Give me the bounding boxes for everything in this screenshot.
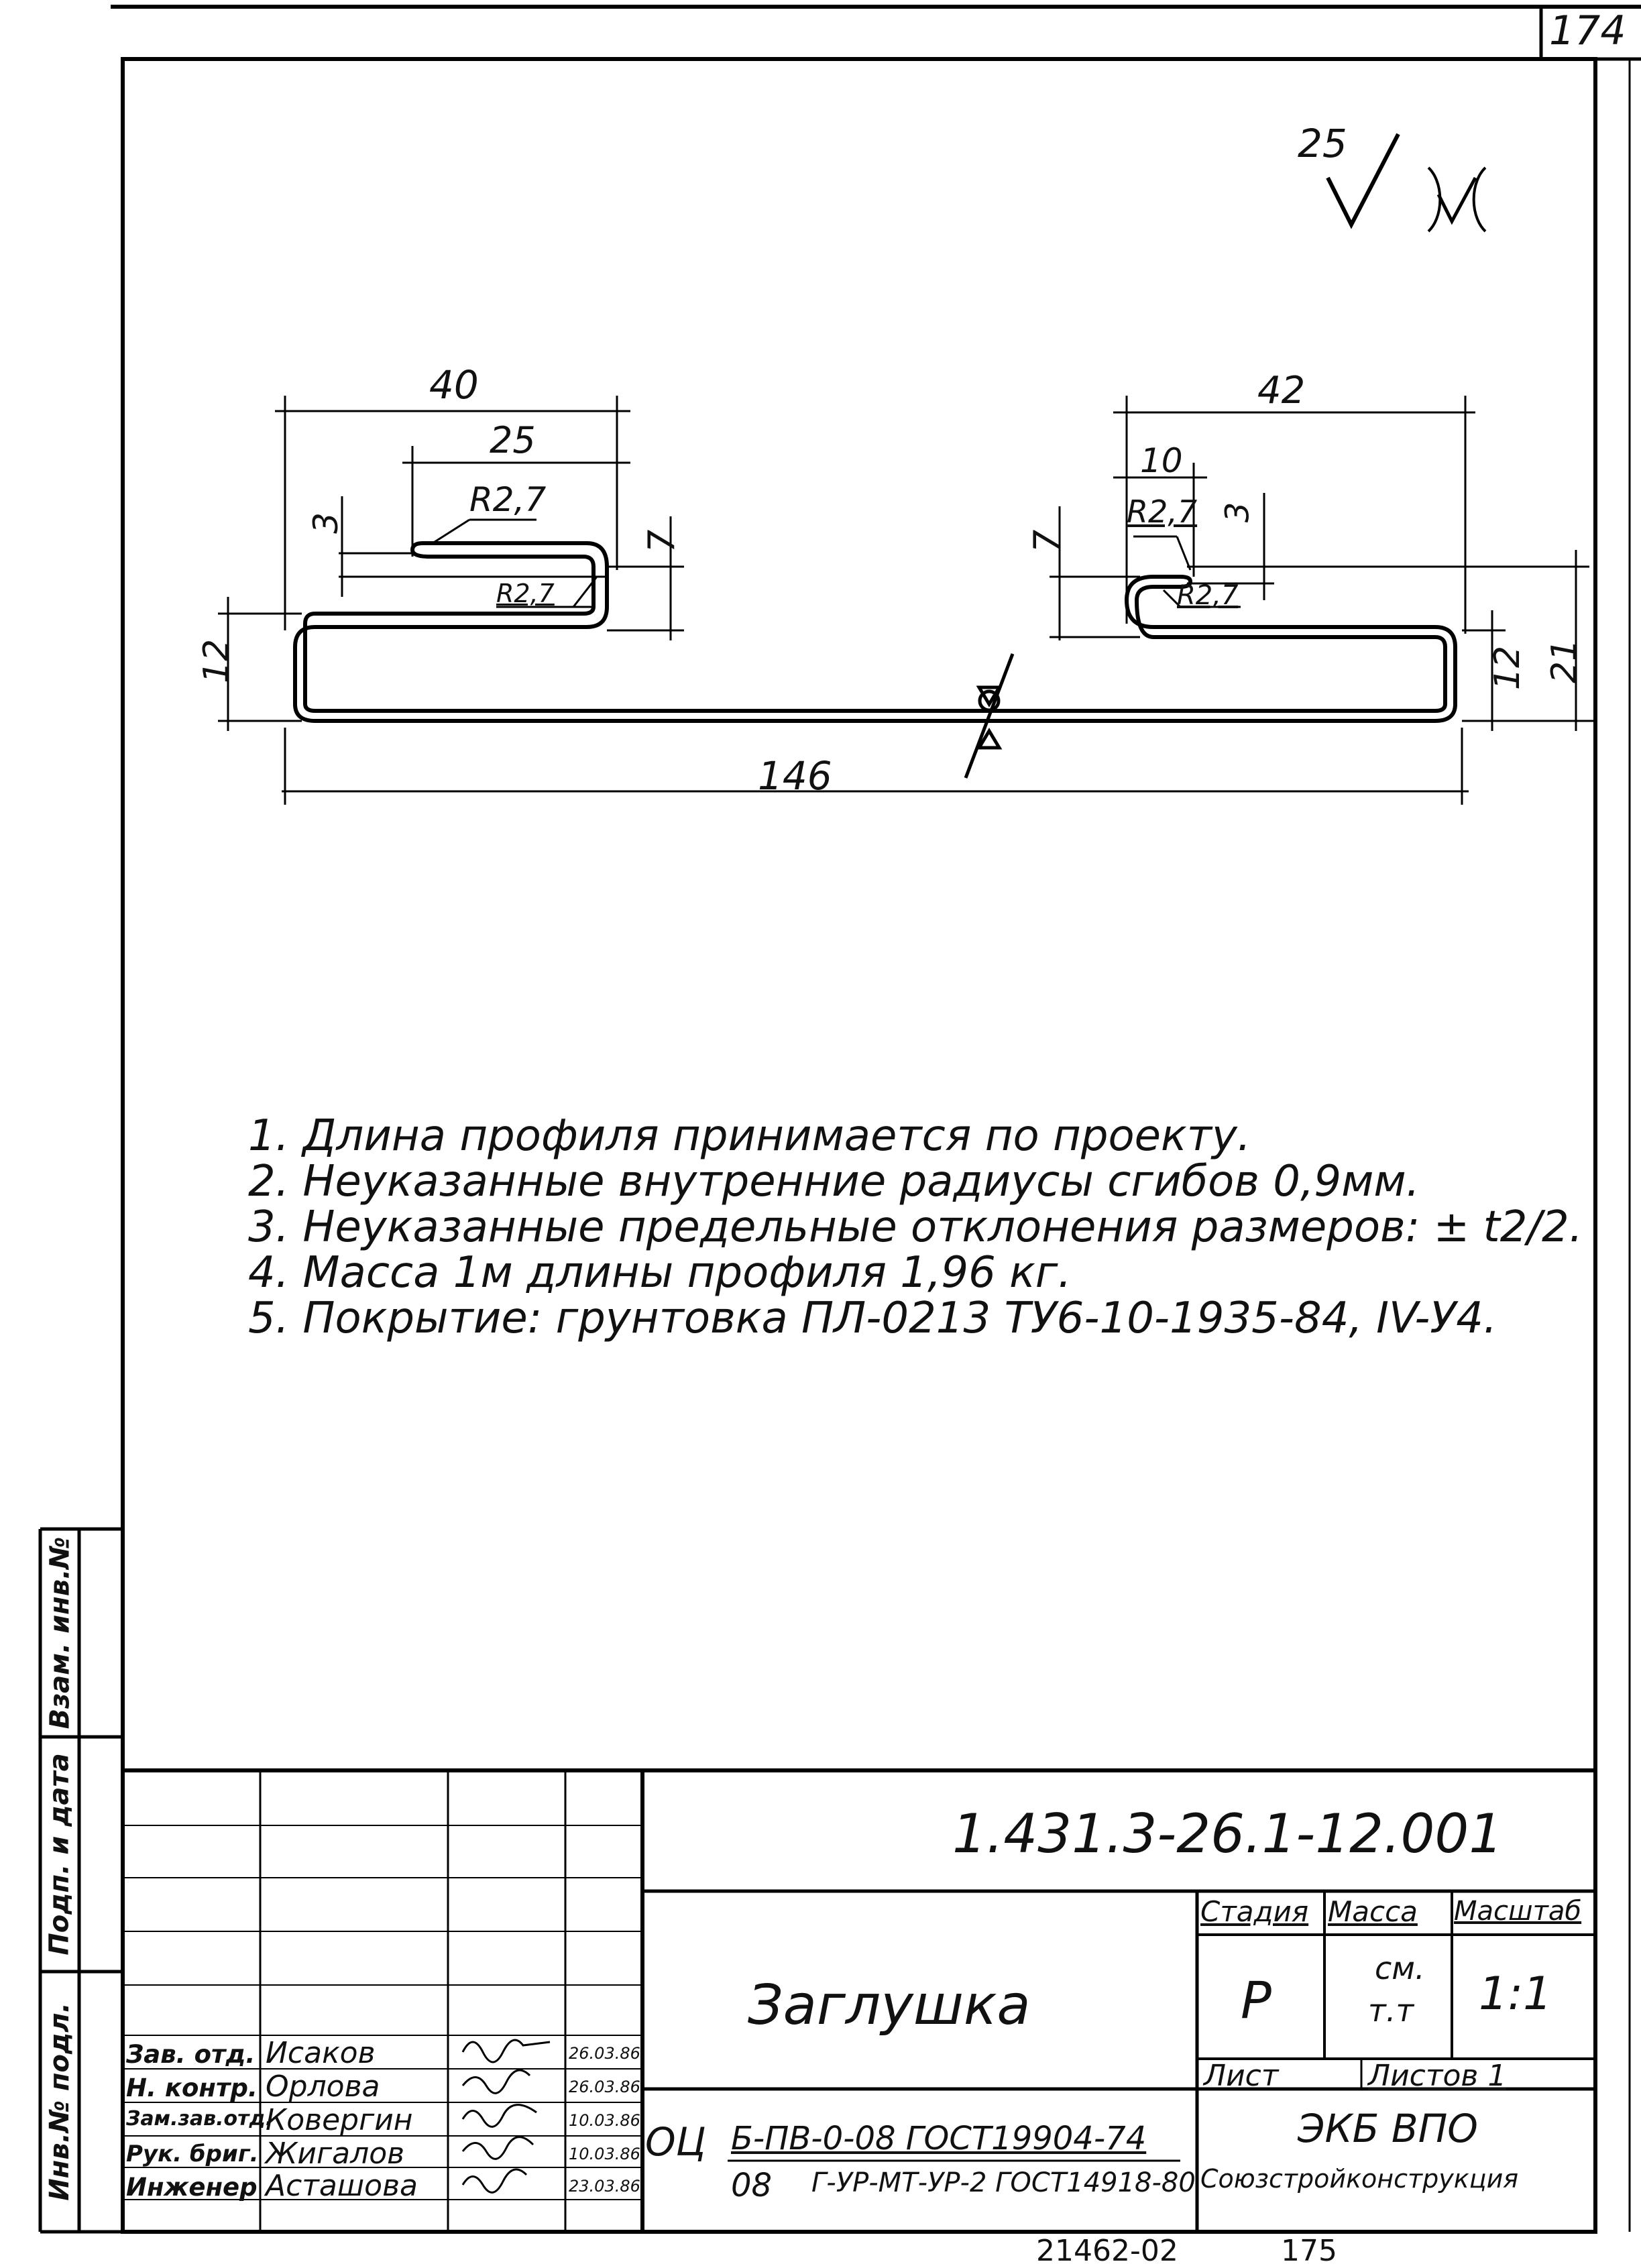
note-item: 4. Масса 1м длины профиля 1,96 кг.	[248, 1248, 1072, 1298]
organization-line1: ЭКБ ВПО	[1298, 2106, 1478, 2151]
dim-left-gap: 3	[306, 512, 345, 534]
dim-right-body-height: 12	[1487, 645, 1528, 691]
mass-label: Масса	[1328, 1895, 1418, 1928]
organization-line2: Союзстройконструкция	[1200, 2164, 1519, 2194]
dim-right-lip-length: 10	[1140, 441, 1183, 480]
signer-date: 10.03.86	[569, 2111, 640, 2130]
signer-name: Исаков	[266, 2036, 376, 2070]
material-prefix: ОЦ	[645, 2119, 706, 2165]
dimension-lines	[218, 396, 1596, 805]
signer-role: Рук. бриг.	[126, 2141, 259, 2167]
dim-left-lip-length: 25	[490, 419, 536, 461]
sheet-number-top: 174	[1549, 7, 1626, 54]
side-stamp-inv-replacement: Взам. инв.№	[44, 1536, 75, 1730]
note-item: 2. Неуказанные внутренние радиусы сгибов 0,9мм.	[248, 1157, 1420, 1206]
dim-radius-inner-left: R2,7	[496, 579, 555, 608]
side-stamp-inv-original: Инв.№ подл.	[44, 2002, 75, 2201]
signer-role: Зав. отд.	[126, 2040, 256, 2069]
sheet-label: Лист	[1204, 2059, 1279, 2093]
note-item: 3. Неуказанные предельные отклонения размеров: ± t2/2.	[248, 1202, 1583, 1252]
signer-role: Н. контр.	[126, 2074, 258, 2102]
note-item: 1. Длина профиля принимается по проекту.	[248, 1111, 1251, 1161]
profile-drawing	[295, 543, 1455, 721]
signer-role: Инженер	[126, 2173, 258, 2202]
note-item: 5. Покрытие: грунтовка ПЛ-0213 ТУ6-10-1935-84, IV-У4.	[248, 1294, 1497, 1343]
dim-right-gap: 3	[1219, 502, 1257, 523]
seam-symbol	[966, 654, 1013, 778]
signature-scribbles	[463, 2040, 550, 2192]
material-line2: Г-УР-МТ-УР-2 ГОСТ14918-80	[811, 2167, 1196, 2198]
signer-date: 26.03.86	[569, 2044, 640, 2063]
stage-value: Р	[1241, 1970, 1271, 2030]
roughness-value: 25	[1298, 121, 1347, 166]
signer-name: Жигалов	[266, 2137, 405, 2171]
dim-radius-outer-right: R2,7	[1127, 494, 1198, 530]
side-stamp-signature-date: Подп. и дата	[44, 1753, 76, 1955]
dim-right-hook-height: 7	[1026, 529, 1069, 553]
signer-name: Орлова	[266, 2069, 380, 2104]
dim-radius-inner-right: R2,7	[1177, 580, 1239, 611]
signer-date: 26.03.86	[569, 2078, 640, 2096]
document-code: 1.431.3-26.1-12.001	[952, 1803, 1504, 1865]
stage-label: Стадия	[1200, 1895, 1309, 1928]
dim-right-flange-width: 42	[1257, 369, 1306, 412]
dim-overall-width: 146	[758, 753, 832, 799]
archive-number: 21462-02	[1036, 2234, 1178, 2268]
dim-left-body-height: 12	[196, 638, 237, 684]
scale-label: Масштаб	[1454, 1896, 1582, 1927]
dim-left-flange-width: 40	[429, 362, 479, 408]
technical-notes	[248, 1113, 1583, 1341]
material-thickness: 08	[731, 2167, 773, 2204]
sheets-label: Листов 1	[1368, 2059, 1507, 2093]
roughness-symbol	[1328, 134, 1485, 231]
signer-date: 10.03.86	[569, 2145, 640, 2163]
scale-value: 1:1	[1479, 1968, 1552, 2021]
signer-role: Зам.зав.отд.	[126, 2107, 274, 2131]
part-name: Заглушка	[748, 1974, 1031, 2037]
signer-name: Асташова	[266, 2169, 418, 2203]
dim-left-hook-height: 7	[640, 529, 683, 553]
mass-value-line1: см.	[1375, 1950, 1425, 1986]
dim-radius-outer-left: R2,7	[469, 480, 547, 519]
material-line1: Б-ПВ-0-08 ГОСТ19904-74	[731, 2120, 1147, 2157]
mass-value-line2: т.т	[1368, 1992, 1414, 2029]
signer-name: Ковергин	[266, 2103, 413, 2137]
signer-date: 23.03.86	[569, 2177, 640, 2196]
sheet-number-bottom: 175	[1281, 2234, 1337, 2268]
dim-right-total-height: 21	[1544, 638, 1585, 684]
